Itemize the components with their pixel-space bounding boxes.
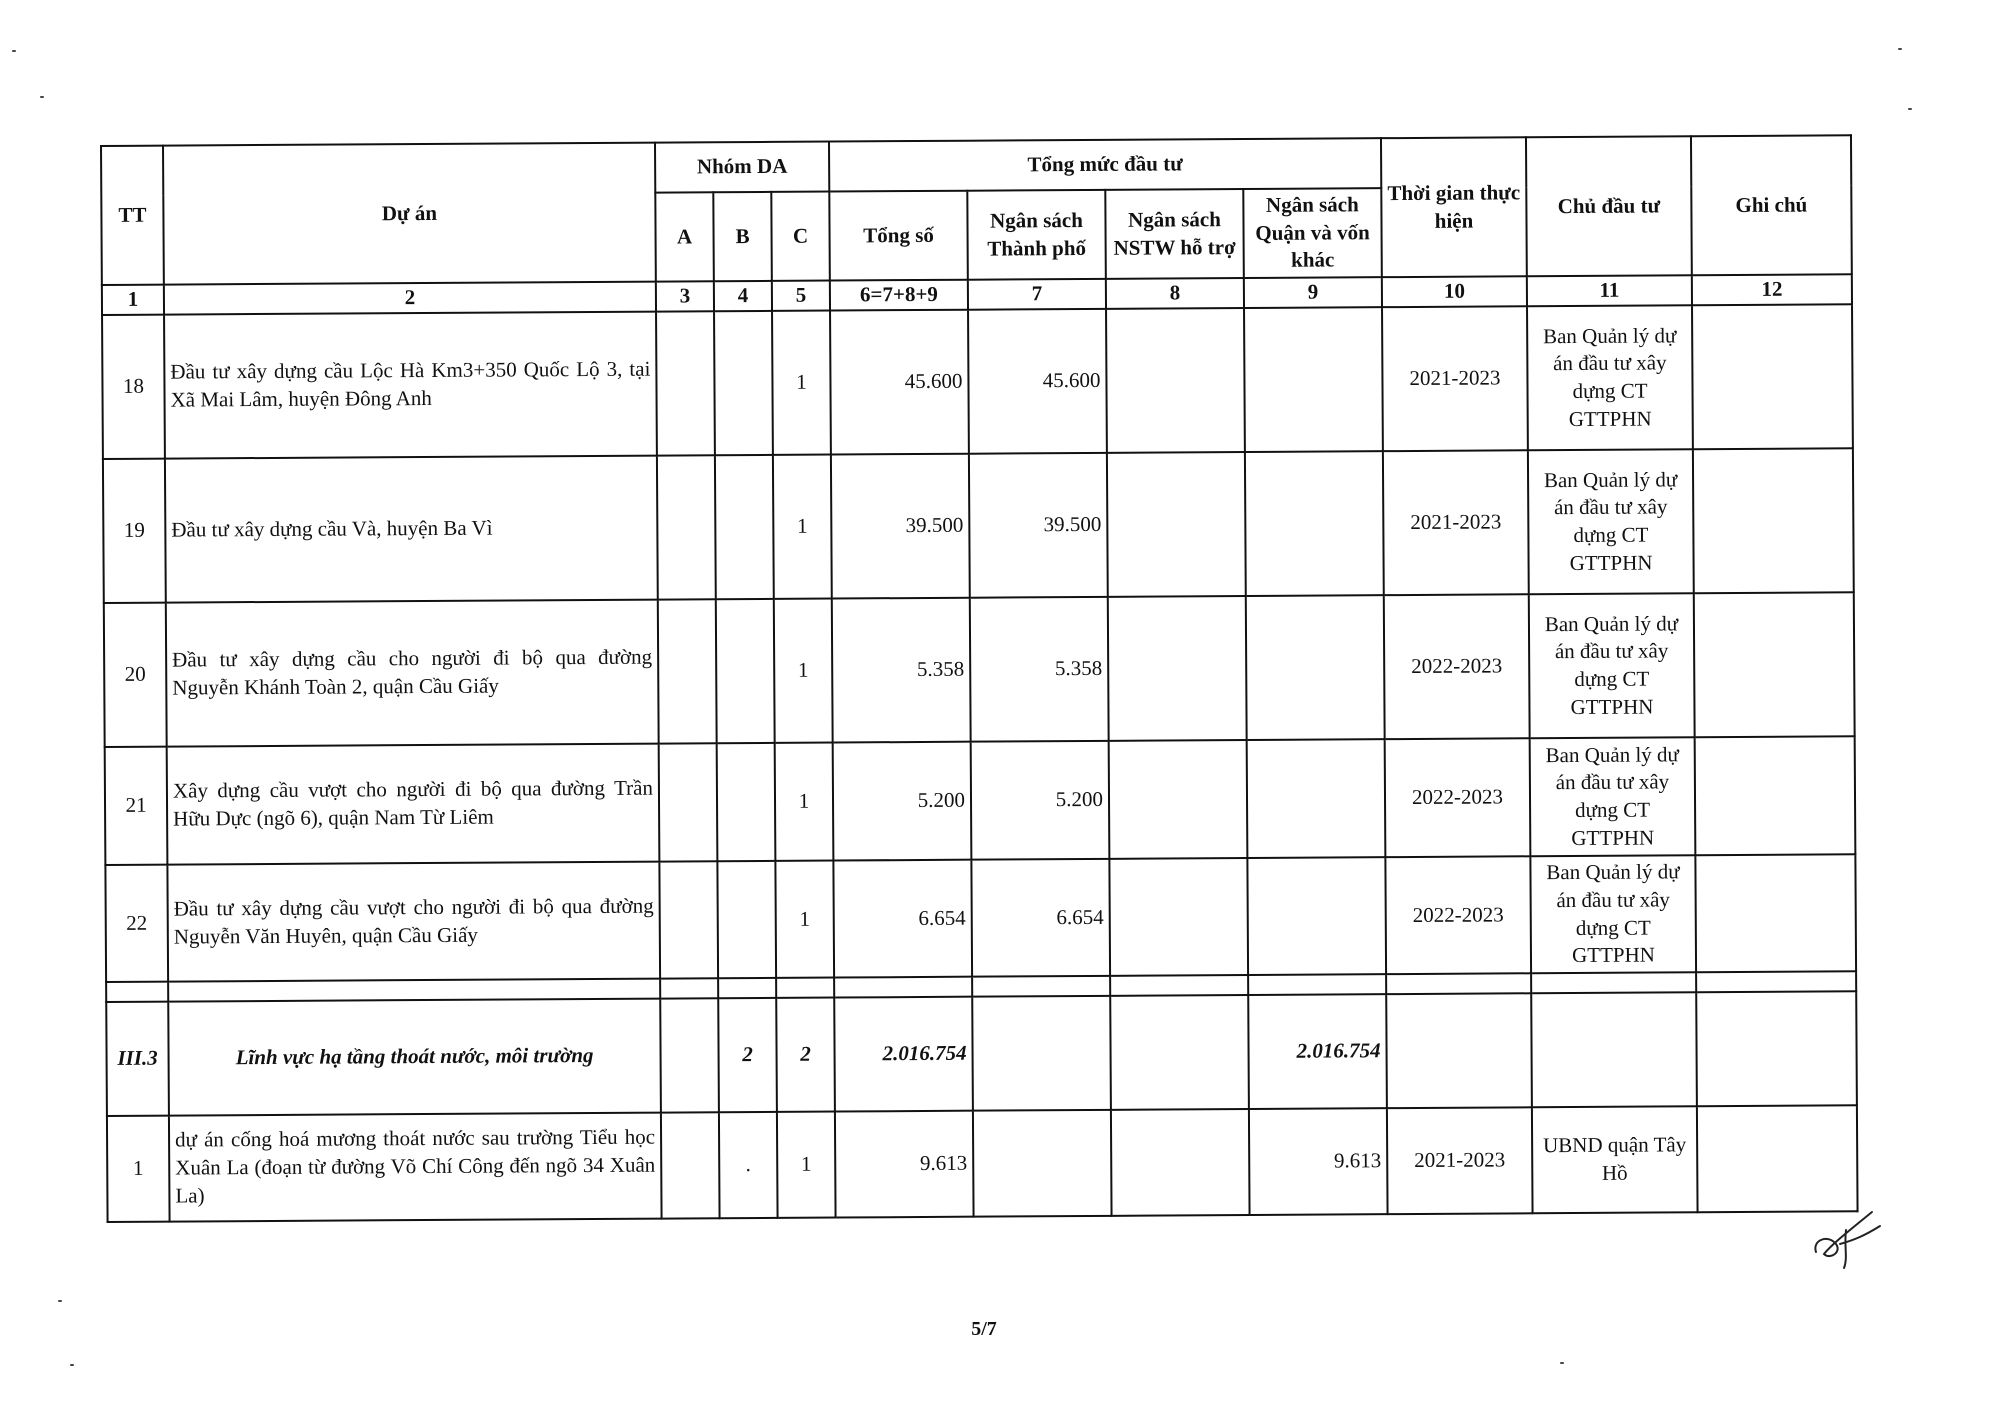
cell-ns-thanh-pho	[972, 996, 1111, 1111]
cell-group-b	[717, 743, 776, 861]
cell-du-an: Đầu tư xây dựng cầu vượt cho người đi bộ qua đường Nguyễn Văn Huyên, quận Cầu Giấy	[167, 862, 660, 982]
cell-ghi-chu	[1692, 304, 1853, 449]
cell-ns-nstw	[1110, 995, 1249, 1110]
cell-chu-dau-tu: Ban Quản lý dự án đầu tư xây dựng CT GTTPHN	[1530, 737, 1696, 856]
cell-tong-so: 39.500	[831, 454, 970, 599]
cell-ns-quan	[1244, 307, 1383, 452]
cell-ghi-chu	[1696, 991, 1857, 1106]
empty-cell	[660, 978, 718, 998]
column-number: 11	[1527, 275, 1692, 306]
empty-cell	[1386, 973, 1531, 994]
cell-thoi-gian: 2022-2023	[1385, 856, 1531, 974]
cell-group-c: 1	[777, 1112, 836, 1218]
table-row	[105, 854, 1856, 982]
cell-ghi-chu	[1695, 736, 1856, 855]
cell-group-b	[716, 599, 775, 743]
table-row	[107, 1105, 1858, 1222]
cell-ns-nstw	[1108, 596, 1247, 741]
cell-tt: 22	[105, 865, 168, 982]
section-code: III.3	[106, 1002, 169, 1116]
cell-ns-quan: 2.016.754	[1248, 994, 1387, 1109]
table-row	[104, 592, 1855, 747]
cell-group-a	[661, 1112, 720, 1218]
scan-speck	[1908, 108, 1912, 110]
scan-speck	[1560, 1362, 1564, 1364]
cell-du-an: dự án cống hoá mương thoát nước sau trường Tiểu học Xuân La (đoạn từ đường Võ Chí Công đến ngõ 34 Xuân La)	[169, 1113, 662, 1222]
cell-group-a	[656, 311, 715, 455]
column-number: 1	[102, 285, 164, 315]
cell-group-b	[715, 455, 774, 599]
cell-group-b: .	[719, 1112, 778, 1218]
cell-ghi-chu	[1695, 854, 1856, 972]
cell-ns-thanh-pho: 39.500	[969, 453, 1108, 598]
cell-ns-nstw	[1111, 1109, 1250, 1216]
cell-group-c: 1	[774, 599, 833, 743]
empty-cell	[106, 982, 168, 1002]
cell-tt: 19	[103, 459, 166, 603]
table-row	[105, 736, 1856, 865]
cell-tt: 21	[105, 747, 168, 865]
column-number: 5	[772, 281, 830, 311]
header-tong-so: Tổng số	[829, 191, 968, 281]
scan-speck	[12, 50, 16, 52]
header-tong-muc-dau-tu: Tổng mức đầu tư	[829, 138, 1381, 191]
cell-ns-quan	[1245, 451, 1384, 596]
cell-group-c: 2	[776, 998, 835, 1112]
column-number: 6=7+8+9	[830, 280, 968, 311]
cell-thoi-gian: 2022-2023	[1385, 738, 1531, 857]
cell-group-a	[657, 455, 716, 599]
cell-ns-nstw	[1106, 308, 1245, 453]
cell-group-c: 1	[773, 455, 832, 599]
cell-ns-thanh-pho	[973, 1110, 1112, 1217]
scan-speck	[58, 1300, 62, 1302]
cell-ns-nstw	[1109, 858, 1248, 976]
section-row	[106, 991, 1857, 1116]
cell-ns-quan	[1247, 857, 1386, 975]
cell-tong-so: 5.358	[832, 598, 971, 743]
column-number: 7	[968, 279, 1106, 310]
empty-cell	[1248, 974, 1386, 995]
cell-group-a	[658, 599, 717, 743]
cell-ghi-chu	[1694, 592, 1855, 737]
empty-cell	[972, 976, 1110, 997]
cell-tong-so: 6.654	[833, 860, 972, 978]
cell-du-an: Đầu tư xây dựng cầu Và, huyện Ba Vì	[165, 456, 658, 603]
cell-ns-nstw	[1107, 452, 1246, 597]
column-number: 3	[656, 281, 714, 311]
scan-speck	[40, 96, 44, 98]
header-group-a: A	[655, 192, 714, 282]
header-group-b: B	[713, 192, 772, 282]
signature-initial-icon	[1810, 1200, 1890, 1270]
cell-ghi-chu	[1693, 448, 1854, 593]
cell-group-c: 1	[775, 861, 834, 978]
column-number: 2	[164, 282, 656, 315]
column-number: 8	[1106, 278, 1244, 309]
cell-thoi-gian	[1386, 993, 1532, 1108]
cell-ns-thanh-pho: 5.358	[970, 597, 1109, 742]
header-nhom-da: Nhóm DA	[655, 142, 829, 193]
header-ns-quan: Ngân sách Quận và vốn khác	[1243, 188, 1382, 278]
empty-cell	[776, 978, 834, 998]
empty-cell	[834, 977, 972, 998]
cell-ns-quan: 9.613	[1249, 1108, 1388, 1215]
empty-cell	[1110, 975, 1248, 996]
cell-chu-dau-tu: Ban Quản lý dự án đầu tư xây dựng CT GTTPHN	[1527, 305, 1693, 450]
header-tt: TT	[101, 146, 164, 286]
cell-ns-thanh-pho: 5.200	[971, 741, 1110, 860]
cell-group-c: 1	[772, 311, 831, 455]
scan-speck	[1898, 48, 1902, 50]
column-number: 9	[1244, 277, 1382, 308]
header-ns-thanh-pho: Ngân sách Thành phố	[967, 190, 1106, 280]
cell-chu-dau-tu	[1531, 992, 1697, 1107]
cell-tt: 20	[104, 603, 167, 747]
cell-du-an: Xây dựng cầu vượt cho người đi bộ qua đường Trần Hữu Dực (ngõ 6), quận Nam Từ Liêm	[167, 744, 660, 865]
empty-cell	[1531, 972, 1696, 993]
cell-ns-quan	[1246, 595, 1385, 740]
cell-du-an: Đầu tư xây dựng cầu cho người đi bộ qua đường Nguyễn Khánh Toàn 2, quận Cầu Giấy	[166, 600, 659, 747]
table-row	[102, 304, 1853, 459]
header-du-an: Dự án	[163, 143, 656, 285]
table-row	[103, 448, 1854, 603]
cell-ghi-chu	[1697, 1105, 1858, 1212]
cell-tong-so: 2.016.754	[834, 997, 973, 1112]
cell-thoi-gian: 2021-2023	[1382, 306, 1528, 451]
header-ns-nstw: Ngân sách NSTW hỗ trợ	[1105, 189, 1244, 279]
cell-chu-dau-tu: Ban Quản lý dự án đầu tư xây dựng CT GTTPHN	[1530, 855, 1696, 973]
scan-speck	[70, 1364, 74, 1366]
cell-tong-so: 45.600	[830, 310, 969, 455]
cell-group-a	[660, 998, 719, 1112]
header-group-c: C	[771, 192, 830, 282]
header-thoi-gian: Thời gian thực hiện	[1381, 137, 1527, 277]
cell-du-an: Đầu tư xây dựng cầu Lộc Hà Km3+350 Quốc Lộ 3, tại Xã Mai Lâm, huyện Đông Anh	[164, 312, 657, 459]
cell-ns-quan	[1247, 739, 1386, 858]
column-number: 10	[1382, 276, 1527, 307]
cell-tong-so: 5.200	[833, 742, 972, 861]
header-chu-dau-tu: Chủ đầu tư	[1526, 136, 1692, 276]
cell-group-b	[714, 311, 773, 455]
cell-thoi-gian: 2021-2023	[1383, 450, 1529, 595]
cell-group-c: 1	[775, 743, 834, 861]
column-number: 12	[1692, 274, 1852, 305]
cell-thoi-gian: 2021-2023	[1387, 1107, 1533, 1214]
cell-ns-thanh-pho: 6.654	[971, 859, 1110, 977]
section-title: Lĩnh vực hạ tầng thoát nước, môi trường	[168, 999, 661, 1116]
empty-cell	[1696, 971, 1856, 992]
cell-thoi-gian: 2022-2023	[1384, 594, 1530, 739]
cell-chu-dau-tu: Ban Quản lý dự án đầu tư xây dựng CT GTTPHN	[1529, 593, 1695, 738]
column-number: 4	[714, 281, 772, 311]
cell-group-a	[659, 743, 718, 861]
cell-ns-nstw	[1109, 740, 1248, 859]
header-row-1	[101, 135, 1851, 196]
cell-group-b: 2	[718, 998, 777, 1112]
cell-tt: 1	[107, 1116, 170, 1222]
cell-tt: 18	[102, 315, 165, 459]
cell-group-b	[717, 861, 776, 978]
cell-chu-dau-tu: UBND quận Tây Hồ	[1532, 1106, 1698, 1213]
cell-group-a	[659, 861, 718, 978]
investment-table	[100, 134, 1859, 1223]
cell-chu-dau-tu: Ban Quản lý dự án đầu tư xây dựng CT GTTPHN	[1528, 449, 1694, 594]
header-ghi-chu: Ghi chú	[1691, 135, 1852, 275]
cell-tong-so: 9.613	[835, 1111, 974, 1218]
empty-cell	[718, 978, 776, 998]
cell-ns-thanh-pho: 45.600	[968, 309, 1107, 454]
page-number: 5/7	[971, 1318, 997, 1340]
